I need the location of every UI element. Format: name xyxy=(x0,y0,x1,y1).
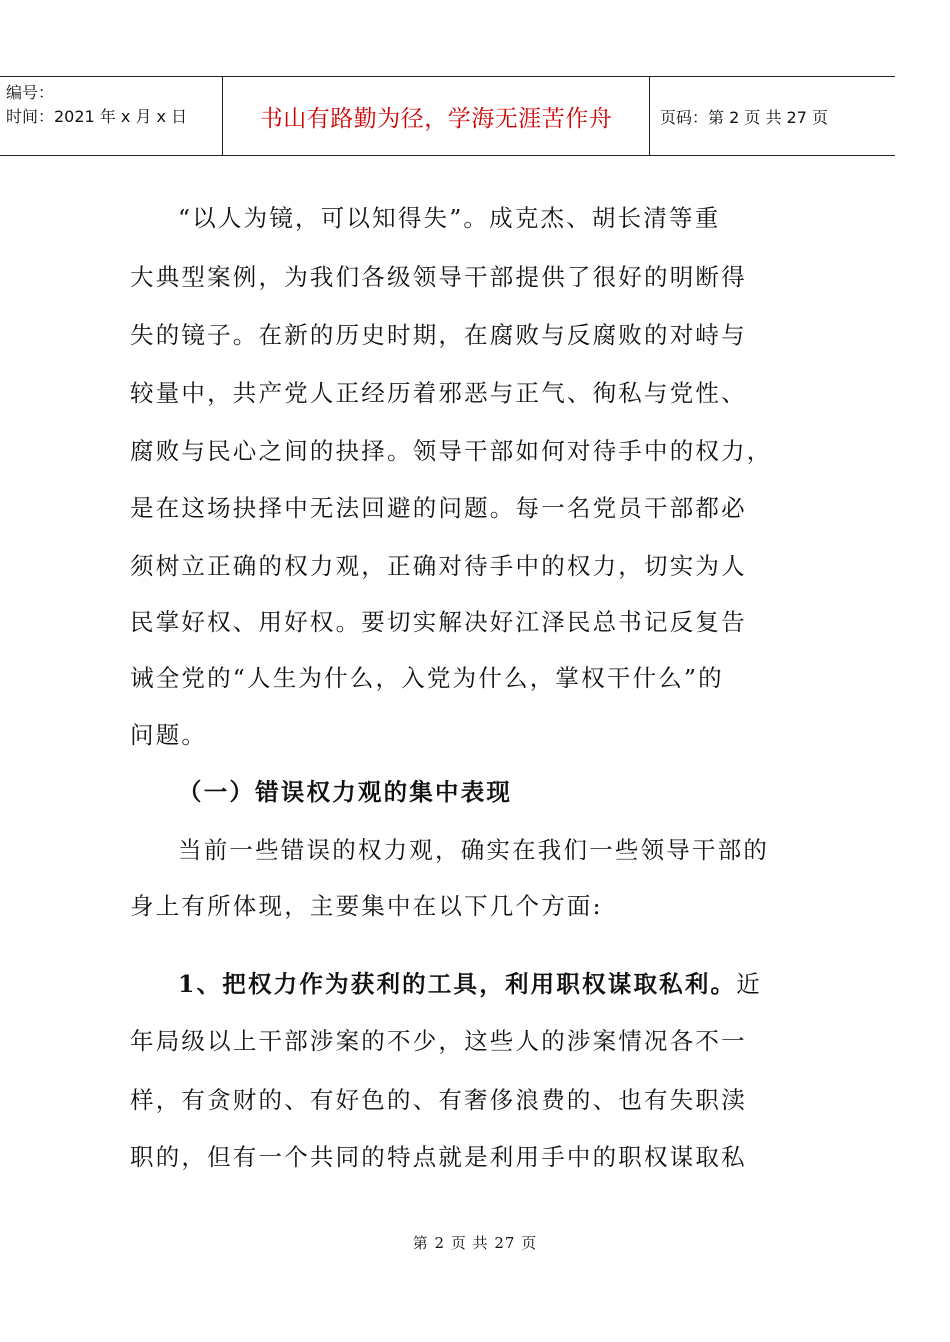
number-label: 编号： xyxy=(6,83,55,102)
paragraph-line: 诫全党的“人生为什么，入党为什么，掌权干什么”的 xyxy=(130,664,724,692)
point-heading: 1、把权力作为获利的工具，利用职权谋取私利。 xyxy=(178,970,737,998)
point-heading-tail: 近 xyxy=(736,970,762,998)
paragraph-line: 大典型案例，为我们各级领导干部提供了很好的明断得 xyxy=(130,263,747,291)
paragraph-line: 是在这场抉择中无法回避的问题。每一名党员干部都必 xyxy=(130,494,747,522)
header-motto: 书山有路勤为径，学海无涯苦作舟 xyxy=(223,77,650,155)
paragraph-line: 失的镜子。在新的历史时期，在腐败与反腐败的对峙与 xyxy=(130,321,747,349)
paragraph-line: 须树立正确的权力观，正确对待手中的权力，切实为人 xyxy=(130,552,747,580)
paragraph-line: 民掌好权、用好权。要切实解决好江泽民总书记反复告 xyxy=(130,608,747,636)
header-meta xyxy=(0,77,223,155)
paragraph-line: 身上有所体现，主要集中在以下几个方面: xyxy=(130,892,603,920)
paragraph-line: 当前一些错误的权力观，确实在我们一些领导干部的 xyxy=(178,836,770,864)
paragraph-line: 问题。 xyxy=(130,721,208,749)
paragraph-line: 年局级以上干部涉案的不少，这些人的涉案情况各不一 xyxy=(130,1027,747,1055)
page-header xyxy=(0,76,895,156)
point-heading-line xyxy=(178,965,762,999)
section-heading: （一）错误权力观的集中表现 xyxy=(178,778,513,806)
page-footer: 第 2 页 共 27 页 xyxy=(412,1234,538,1252)
paragraph-line: 腐败与民心之间的抉择。领导干部如何对待手中的权力， xyxy=(130,437,773,465)
paragraph-line: “以人为镜，可以知得失”。成克杰、胡长清等重 xyxy=(178,204,721,232)
header-page-info: 页码：第 2 页 共 27 页 xyxy=(660,107,828,127)
time-label: 时间：2021 年 x 月 x 日 xyxy=(6,107,188,126)
paragraph-line: 职的，但有一个共同的特点就是利用手中的职权谋取私 xyxy=(130,1143,747,1171)
paragraph-line: 较量中，共产党人正经历着邪恶与正气、徇私与党性、 xyxy=(130,379,747,407)
paragraph-line: 样，有贪财的、有好色的、有奢侈浪费的、也有失职渎 xyxy=(130,1086,747,1114)
